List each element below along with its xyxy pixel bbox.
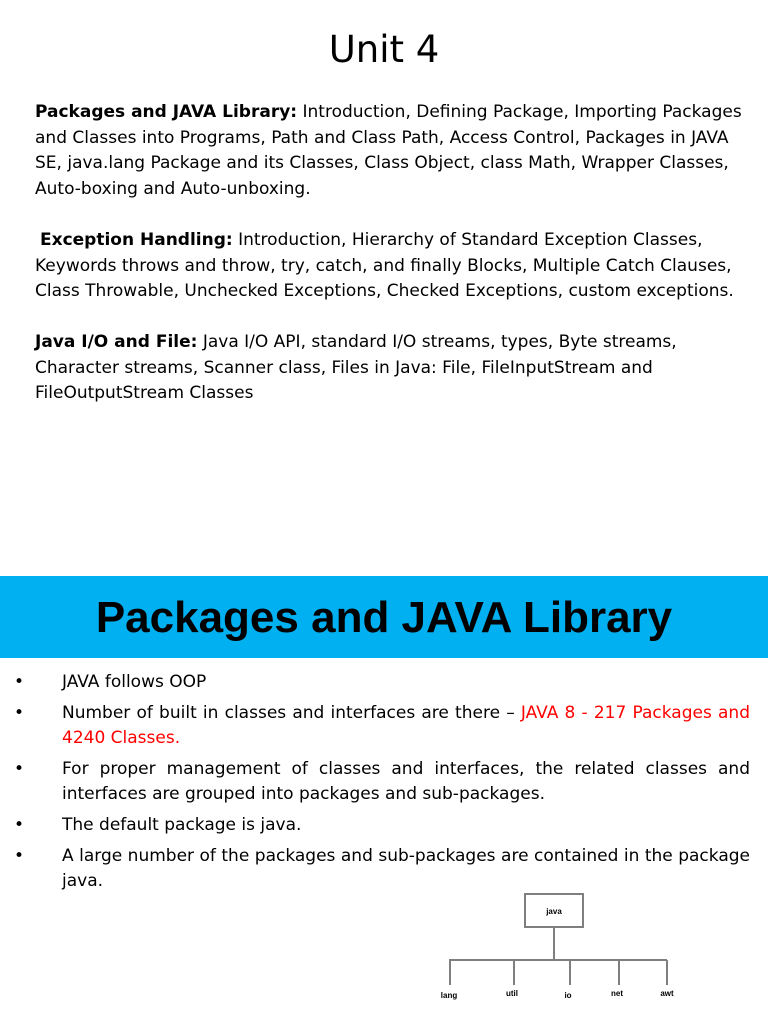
tree-child-label: net: [611, 989, 623, 998]
bullet-icon: •: [14, 672, 25, 692]
section-heading: Packages and JAVA Library:: [35, 102, 298, 122]
section-io: [35, 330, 747, 407]
section-packages: [35, 100, 747, 202]
section-exceptions: [35, 228, 747, 305]
tree-child-label: lang: [440, 991, 458, 1000]
bullet-text: For proper management of classes and interfaces, the related classes and interfaces are grouped into packages and sub-packages.: [62, 758, 750, 805]
section-heading: Exception Handling:: [40, 230, 233, 250]
section-heading: Java I/O and File:: [35, 332, 198, 352]
section-body: Java I/O API, standard I/O streams, types, Byte streams, Character streams, Scanner class, Files in Java: File, FileInputStream and FileOutputStream Classes: [35, 332, 677, 404]
bullet-text: A large number of the packages and sub-packages are contained in the package java.: [62, 845, 750, 892]
bullet-icon: •: [14, 814, 25, 835]
tree-child-label: io: [564, 991, 572, 1000]
bullet-item: [0, 757, 750, 808]
bullet-item: [0, 813, 750, 839]
tree-root-label: java: [546, 907, 562, 916]
bullet-icon: •: [14, 702, 25, 723]
bullet-item: [0, 844, 750, 895]
unit-title: Unit 4: [328, 28, 440, 71]
package-tree-svg: [430, 890, 700, 1010]
bullet-icon: •: [14, 845, 25, 866]
section-body: Introduction, Hierarchy of Standard Exception Classes, Keywords throws and throw, try, catch, and finally Blocks, Multiple Catch Clauses, Class Throwable, Unchecked Exceptions, Checked Exceptions, custom exceptions.: [35, 230, 734, 302]
title-banner: [0, 576, 768, 658]
bullet-text: JAVA follows OOP: [62, 672, 207, 692]
bullet-item: [0, 670, 750, 696]
bullet-icon: •: [14, 758, 25, 779]
section-body: Introduction, Defining Package, Importing Packages and Classes into Programs, Path and Class Path, Access Control, Packages in JAVA SE, java.lang Package and its Classes, Class Object, class Math, Wrapper Classes, Auto-boxing and Auto-unboxing.: [35, 102, 742, 199]
bullet-item: [0, 701, 750, 752]
bullet-list: [0, 670, 768, 900]
bullet-highlight: JAVA 8 - 217 Packages and 4240 Classes.: [62, 702, 750, 749]
tree-child-label: awt: [660, 989, 674, 998]
bullet-text: The default package is java.: [62, 814, 302, 835]
slide-title: Packages and JAVA Library: [95, 593, 673, 642]
package-tree-diagram: [430, 890, 700, 1010]
tree-child-label: util: [506, 989, 518, 998]
bullet-text: Number of built in classes and interfaces are there –: [62, 702, 521, 723]
